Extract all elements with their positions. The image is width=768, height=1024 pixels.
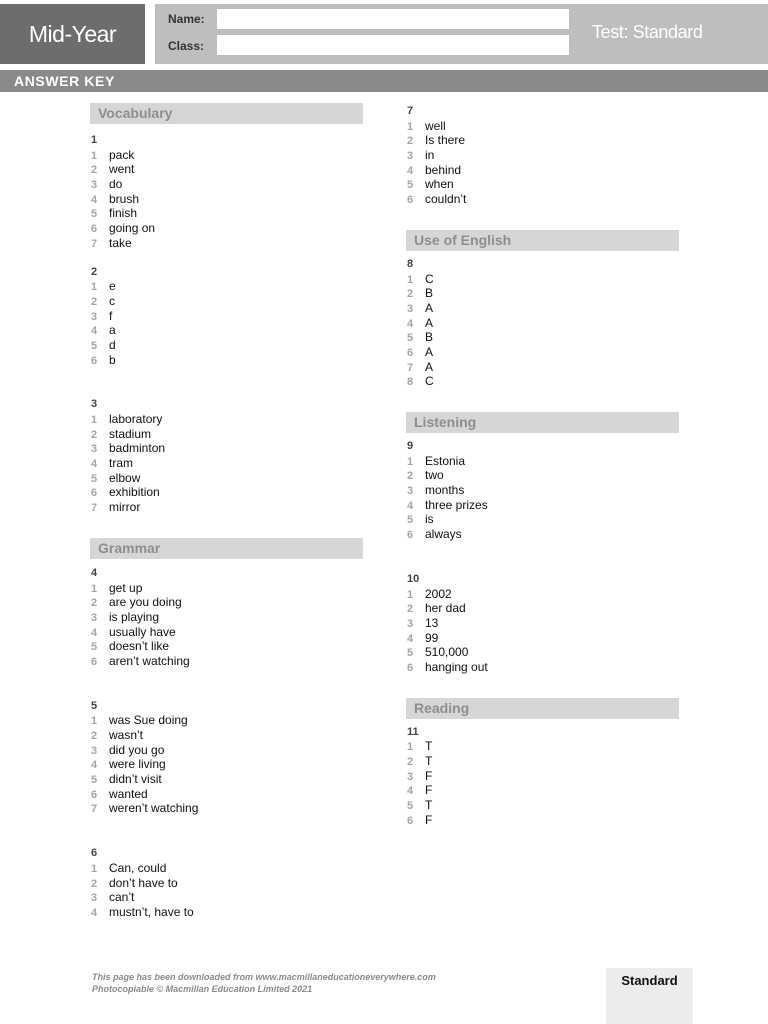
section-heading-grammar: Grammar — [90, 538, 363, 559]
answer-item — [91, 861, 363, 876]
answer-text: weren’t watching — [109, 801, 199, 816]
item-number: 2 — [91, 164, 98, 177]
answer-item — [407, 754, 679, 769]
name-label: Name: — [168, 12, 205, 26]
answer-text: stadium — [109, 426, 152, 441]
item-number: 5 — [91, 208, 98, 221]
answer-text: mirror — [109, 500, 141, 515]
answer-item — [407, 316, 679, 331]
exercise-block — [91, 699, 363, 817]
answer-item — [91, 801, 363, 816]
answer-item — [91, 581, 363, 596]
answer-text: doesn’t like — [109, 639, 170, 654]
item-number: 3 — [407, 617, 414, 630]
answer-item — [91, 905, 363, 920]
item-number: 5 — [91, 641, 98, 654]
answer-item — [91, 743, 363, 758]
test-type: Test: Standard — [592, 22, 703, 42]
item-number: 3 — [407, 485, 414, 498]
exercise-block — [91, 265, 363, 368]
answer-item — [407, 783, 679, 798]
answer-text: F — [425, 768, 433, 783]
item-number: 1 — [91, 149, 98, 162]
item-number: 1 — [407, 741, 414, 754]
item-number: 2 — [407, 288, 414, 301]
item-number: 6 — [407, 529, 414, 542]
answer-item — [407, 468, 679, 483]
item-number: 6 — [91, 487, 98, 500]
footer-note — [92, 972, 436, 995]
answer-item — [407, 374, 679, 389]
item-number: 2 — [407, 756, 414, 768]
answer-text: T — [425, 739, 433, 754]
answer-item — [91, 441, 363, 456]
answer-text: three prizes — [425, 497, 488, 512]
answer-text: always — [425, 527, 462, 542]
answer-item — [407, 660, 679, 675]
item-number: 6 — [407, 661, 414, 674]
item-number: 1 — [407, 120, 414, 133]
item-number: 3 — [91, 611, 98, 624]
answer-text: 99 — [425, 630, 439, 645]
answer-item — [91, 177, 363, 192]
answer-item — [91, 890, 363, 905]
item-number: 1 — [91, 414, 98, 426]
answer-text: do — [109, 177, 123, 192]
answer-key-bar — [0, 70, 768, 92]
answer-item — [91, 471, 363, 486]
answer-item — [407, 498, 679, 513]
answer-item — [407, 483, 679, 498]
item-number: 6 — [91, 788, 98, 801]
left-column — [91, 103, 363, 920]
item-number: 1 — [91, 281, 98, 294]
answer-text: B — [425, 330, 434, 345]
exercise-block — [91, 846, 363, 919]
item-number: 3 — [407, 150, 414, 163]
answer-item — [407, 631, 679, 646]
answer-item — [407, 601, 679, 616]
exercise-number: 1 — [91, 134, 98, 146]
answer-key-title: ANSWER KEY — [14, 73, 115, 89]
name-field[interactable] — [217, 9, 569, 29]
item-number: 2 — [407, 470, 414, 483]
answer-item — [91, 639, 363, 654]
answer-item — [91, 206, 363, 221]
exercise-block — [407, 257, 679, 389]
exercise-number: 5 — [91, 699, 98, 712]
answer-text: her dad — [425, 601, 466, 616]
answer-item — [407, 177, 679, 192]
item-number: 2 — [407, 603, 414, 616]
answer-item — [91, 500, 363, 515]
item-number: 3 — [91, 892, 98, 905]
answer-item — [407, 301, 679, 316]
item-number: 7 — [91, 502, 98, 515]
exercise-number: 10 — [407, 572, 420, 585]
item-number: 1 — [91, 715, 98, 728]
answer-text: Is there — [425, 133, 466, 148]
item-number: 4 — [91, 759, 98, 772]
item-number: 2 — [407, 135, 414, 148]
answer-item — [91, 294, 363, 309]
answer-text: A — [425, 344, 434, 359]
exercise-block — [407, 439, 679, 542]
item-number: 4 — [91, 458, 98, 471]
exercise-number: 11 — [407, 725, 419, 738]
answer-item — [407, 148, 679, 163]
answer-text: e — [109, 279, 116, 294]
answer-text: 510,000 — [425, 645, 469, 660]
answer-text: did you go — [109, 742, 165, 757]
answer-item — [91, 279, 363, 294]
answer-item — [91, 323, 363, 338]
item-number: 6 — [91, 354, 98, 367]
answer-text: Can, could — [109, 860, 167, 875]
answer-item — [91, 353, 363, 368]
answer-text: 13 — [425, 615, 439, 630]
section-heading-vocabulary: Vocabulary — [90, 103, 363, 124]
item-number: 1 — [407, 588, 414, 601]
answer-item — [407, 512, 679, 527]
answer-item — [407, 272, 679, 287]
item-number: 4 — [91, 325, 98, 338]
answer-text: F — [425, 812, 433, 827]
download-notice: This page has been downloaded from www.macmillaneducationeverywhere.com — [92, 972, 436, 982]
item-number: 4 — [407, 785, 414, 798]
right-column — [407, 104, 679, 827]
exercise-number: 3 — [91, 398, 98, 411]
level-badge — [606, 968, 693, 1024]
answer-text: is — [425, 512, 434, 527]
answer-item — [91, 713, 363, 728]
answer-item — [407, 133, 679, 148]
answer-text: wasn’t — [109, 728, 144, 742]
answer-text: F — [425, 783, 433, 798]
answer-text: mustn’t, have to — [109, 904, 194, 919]
test-title: Mid-Year — [0, 4, 145, 64]
answer-item — [91, 192, 363, 207]
answer-item — [407, 360, 679, 375]
answer-item — [407, 119, 679, 134]
answer-text: badminton — [109, 441, 166, 456]
exercise-block — [91, 566, 363, 669]
item-number: 2 — [91, 597, 98, 610]
answer-text: b — [109, 352, 116, 367]
exercise-number: 8 — [407, 257, 414, 270]
answer-text: aren’t watching — [109, 653, 190, 668]
item-number: 4 — [407, 164, 414, 177]
answer-text: were living — [109, 757, 166, 772]
answer-text: A — [425, 359, 434, 374]
answer-text: hanging out — [425, 659, 488, 674]
item-number: 6 — [407, 194, 414, 207]
answer-text: elbow — [109, 470, 141, 485]
answer-text: brush — [109, 191, 140, 206]
answer-item — [91, 787, 363, 802]
exercise-block — [407, 725, 679, 828]
answer-text: went — [109, 162, 135, 177]
answer-item — [407, 286, 679, 301]
item-number: 1 — [91, 862, 98, 875]
item-number: 8 — [407, 376, 414, 389]
answer-item — [91, 427, 363, 442]
item-number: 3 — [91, 310, 98, 323]
item-number: 6 — [407, 814, 414, 827]
answer-text: C — [425, 271, 434, 286]
item-number: 1 — [91, 582, 98, 595]
answer-text: tram — [109, 456, 133, 471]
answer-item — [407, 192, 679, 207]
answer-item — [91, 236, 363, 251]
answer-text: laboratory — [109, 412, 163, 426]
exercise-block — [91, 133, 363, 251]
answer-text: wanted — [109, 786, 148, 801]
item-number: 5 — [407, 332, 414, 345]
answer-text: Estonia — [425, 453, 466, 468]
answer-item — [407, 798, 679, 813]
answer-item — [407, 645, 679, 660]
answer-text: take — [109, 235, 132, 250]
item-number: 4 — [407, 499, 414, 512]
exercise-number: 2 — [91, 265, 98, 278]
class-field[interactable] — [217, 35, 569, 55]
item-number: 1 — [407, 455, 414, 468]
answer-item — [407, 163, 679, 178]
item-number: 3 — [91, 443, 98, 456]
answer-text: B — [425, 286, 434, 301]
answer-text: didn’t visit — [109, 772, 162, 787]
answer-item — [91, 309, 363, 324]
copyright-notice: Photocopiable © Macmillan Education Limited 2021 — [92, 983, 313, 994]
answer-text: going on — [109, 221, 156, 236]
answer-item — [91, 728, 363, 743]
answer-item — [91, 772, 363, 787]
answer-text: pack — [109, 147, 135, 162]
exercise-number: 4 — [91, 566, 98, 579]
answer-text: C — [425, 374, 434, 389]
answer-text: are you doing — [109, 595, 182, 610]
item-number: 3 — [91, 744, 98, 757]
answer-text: A — [425, 315, 434, 330]
answer-text: couldn’t — [425, 192, 467, 207]
exercise-number: 9 — [407, 440, 414, 452]
answer-item — [91, 412, 363, 427]
answer-item — [407, 769, 679, 784]
item-number: 2 — [91, 877, 98, 890]
section-heading-reading: Reading — [406, 698, 679, 719]
answer-text: f — [109, 308, 113, 323]
item-number: 7 — [91, 803, 98, 816]
answer-item — [407, 345, 679, 360]
answer-item — [407, 527, 679, 542]
item-number: 6 — [91, 223, 98, 236]
answer-text: months — [425, 483, 465, 498]
item-number: 3 — [91, 179, 98, 192]
answer-text: A — [425, 300, 434, 315]
level-label: Standard — [621, 973, 678, 988]
exercise-block — [91, 397, 363, 515]
item-number: 7 — [407, 361, 414, 374]
item-number: 5 — [407, 179, 414, 192]
item-number: 4 — [407, 317, 414, 330]
answer-text: in — [425, 148, 435, 163]
item-number: 5 — [407, 800, 414, 813]
item-number: 5 — [91, 774, 98, 787]
item-number: 4 — [91, 906, 98, 919]
answer-item — [91, 485, 363, 500]
item-number: 5 — [407, 647, 414, 660]
item-number: 2 — [91, 295, 98, 308]
exercise-number: 6 — [91, 847, 98, 860]
answer-item — [91, 148, 363, 163]
answer-item — [91, 456, 363, 471]
item-number: 4 — [91, 626, 98, 639]
answer-text: exhibition — [109, 485, 160, 500]
answer-text: d — [109, 337, 116, 352]
answer-text: can’t — [109, 890, 135, 905]
answer-item — [91, 876, 363, 891]
answer-text: T — [425, 754, 433, 768]
answer-text: two — [425, 468, 444, 483]
item-number: 7 — [91, 237, 98, 250]
section-heading-use-of-english: Use of English — [406, 230, 679, 251]
answer-text: a — [109, 323, 116, 338]
answer-item — [407, 330, 679, 345]
exercise-block — [407, 572, 679, 675]
answer-text: when — [425, 177, 454, 192]
answer-text: 2002 — [425, 586, 452, 601]
answer-item — [91, 610, 363, 625]
answer-text: don’t have to — [109, 875, 178, 890]
section-heading-listening: Listening — [406, 412, 679, 433]
item-number: 6 — [91, 655, 98, 668]
answer-text: finish — [109, 206, 138, 221]
answer-item — [407, 454, 679, 469]
page-header — [0, 0, 768, 66]
item-number: 1 — [407, 273, 414, 286]
answer-item — [407, 616, 679, 631]
item-number: 4 — [91, 193, 98, 206]
item-number: 2 — [91, 730, 98, 742]
item-number: 5 — [407, 514, 414, 527]
answer-item — [91, 625, 363, 640]
item-number: 5 — [91, 339, 98, 352]
answer-text: was Sue doing — [109, 713, 188, 728]
item-number: 6 — [407, 346, 414, 359]
answer-item — [91, 595, 363, 610]
item-number: 2 — [91, 428, 98, 441]
answer-item — [91, 162, 363, 177]
answer-text: well — [425, 118, 446, 133]
answer-text: is playing — [109, 609, 160, 624]
item-number: 3 — [407, 770, 414, 783]
answer-text: usually have — [109, 624, 176, 639]
item-number: 3 — [407, 302, 414, 315]
item-number: 4 — [407, 632, 414, 645]
exercise-block — [407, 104, 679, 207]
answer-item — [91, 757, 363, 772]
answer-text: T — [425, 798, 433, 813]
answer-item — [91, 654, 363, 669]
class-label: Class: — [168, 39, 205, 53]
answer-item — [91, 338, 363, 353]
answer-item — [407, 739, 679, 754]
exercise-number: 7 — [407, 105, 414, 117]
answer-text: c — [109, 293, 115, 308]
answer-item — [407, 587, 679, 602]
item-number: 5 — [91, 472, 98, 485]
answer-item — [407, 813, 679, 828]
answer-text: get up — [109, 580, 143, 595]
answer-text: behind — [425, 162, 462, 177]
answer-item — [91, 221, 363, 236]
